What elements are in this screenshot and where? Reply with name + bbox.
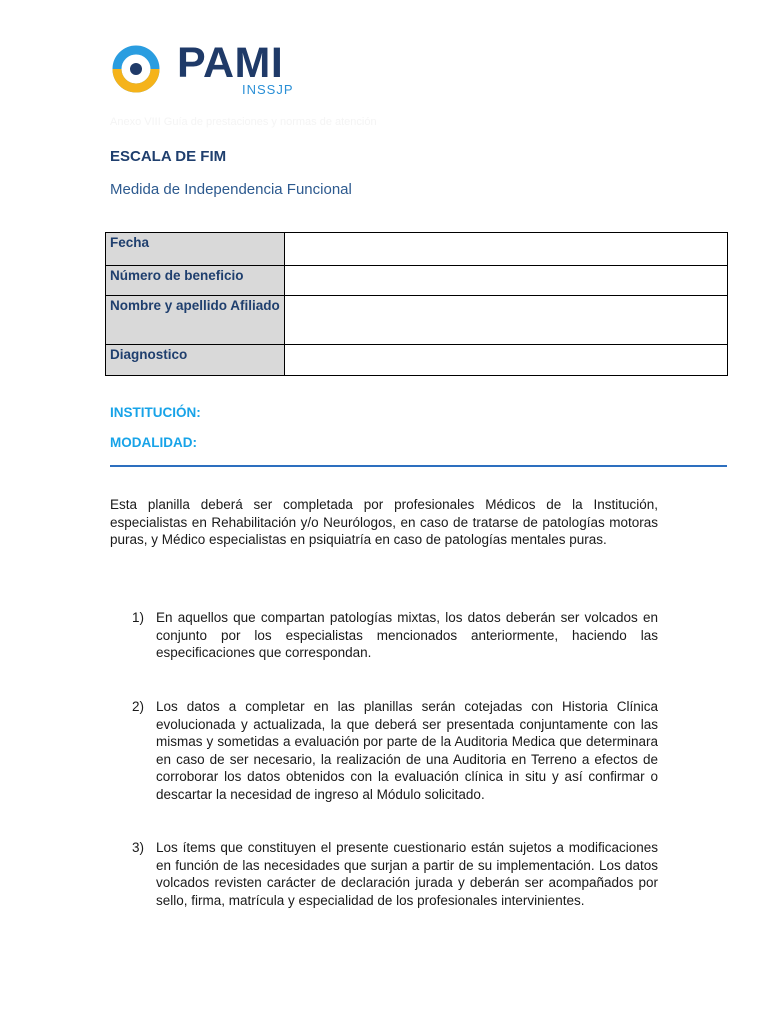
logo-subtitle: INSSJP xyxy=(242,82,294,97)
nombre-apellido-label: Nombre y apellido Afiliado xyxy=(106,296,285,345)
list-item-text: Los datos a completar en las planillas serán cotejadas con Historia Clínica evolucionada y actualizada, la que deberá ser presentada conjuntamente con las mismas y sometidas a evaluación por parte de la Auditoria Medica que determinara en caso de ser necesario, la realización de una Auditoria en Terreno a efectos de corroborar los datos obtenidos con la evaluación clínica in situ y así confirmar o descartar la necesidad de ingreso al Módulo solicitado. xyxy=(156,699,658,802)
diagnostico-field[interactable] xyxy=(285,345,728,376)
list-item-number: 2) xyxy=(132,699,145,714)
numero-beneficio-label: Número de beneficio xyxy=(106,266,285,296)
table-row xyxy=(106,233,728,266)
pami-logo xyxy=(111,39,311,100)
table-row xyxy=(106,296,728,345)
nombre-apellido-field[interactable] xyxy=(285,296,728,345)
list-item-number: 3) xyxy=(132,840,145,855)
list-item-number: 1) xyxy=(132,610,145,625)
pami-logo-icon xyxy=(111,44,167,100)
logo-wordmark: PAMI xyxy=(177,39,284,87)
list-item-text: Los ítems que constituyen el presente cuestionario están sujetos a modificaciones en función de las necesidades que surjan a partir de su implementación. Los datos volcados revisten carácter de declaración jurada y deberán ser acompañados por sello, firma, matrícula y especialidad de los profesionales intervinientes. xyxy=(156,840,658,908)
table-row xyxy=(106,345,728,376)
page-title: ESCALA DE FIM xyxy=(110,148,227,165)
list-item xyxy=(132,609,658,662)
list-item-text: En aquellos que compartan patologías mixtas, los datos deberán ser volcados en conjunto por los especialistas mencionados anteriormente, haciendo las especificaciones que correspondan. xyxy=(156,610,658,661)
section-divider xyxy=(110,465,727,467)
list-item xyxy=(132,698,658,804)
fecha-field[interactable] xyxy=(285,233,728,266)
diagnostico-label: Diagnostico xyxy=(106,345,285,376)
table-row xyxy=(106,266,728,296)
fecha-label: Fecha xyxy=(106,233,285,266)
intro-paragraph: Esta planilla deberá ser completada por profesionales Médicos de la Institución, especialistas en Rehabilitación y/o Neurólogos, en caso de tratarse de patologías motoras puras, y Médico especialistas en psiquiatría en caso de patologías mentales puras. xyxy=(110,497,658,548)
page-subtitle: Medida de Independencia Funcional xyxy=(110,181,352,198)
patient-info-table xyxy=(105,232,728,376)
modalidad-label: MODALIDAD: xyxy=(110,435,197,450)
faint-header-line: Anexo VIII Guía de prestaciones y normas de atención xyxy=(110,116,377,128)
institucion-label: INSTITUCIÓN: xyxy=(110,405,201,420)
list-item xyxy=(132,839,658,909)
numero-beneficio-field[interactable] xyxy=(285,266,728,296)
